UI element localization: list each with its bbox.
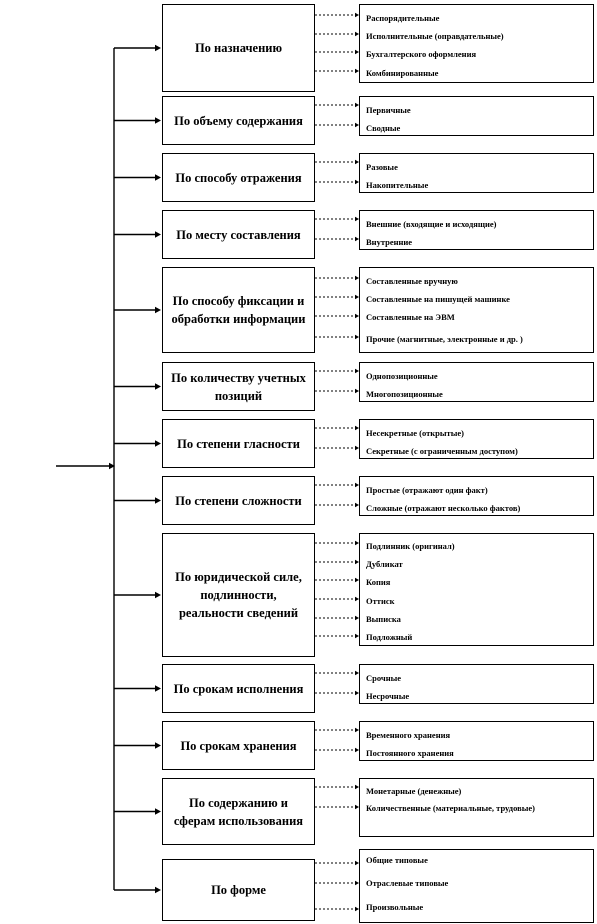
items-box [359, 476, 594, 516]
item-label: Составленные на пишущей машинке [366, 294, 510, 304]
item-label: Составленные на ЭВМ [366, 312, 455, 322]
item-label: Секретные (с ограниченным доступом) [366, 446, 518, 456]
category-label: По степени сложности [175, 493, 302, 508]
branch-arrow-head [155, 231, 161, 238]
branch-arrow-head [155, 307, 161, 314]
branch-arrow-head [155, 117, 161, 124]
category-box [162, 778, 315, 845]
category-box [162, 664, 315, 713]
items-box [359, 778, 594, 837]
item-label: Количественные (материальные, трудовые) [366, 803, 535, 813]
items-box [359, 362, 594, 402]
item-label: Бухгалтерского оформления [366, 49, 477, 59]
branch-arrow-head [155, 685, 161, 692]
item-label: Несекретные (открытые) [366, 428, 464, 438]
item-label: Произвольные [366, 902, 424, 912]
branch-arrow-head [155, 887, 161, 894]
category-label: По юридической силе, подлинности, реальности сведений [175, 570, 302, 620]
category-label: По способу отражения [175, 170, 302, 185]
category-box [162, 533, 315, 657]
item-label: Монетарные (денежные) [366, 786, 462, 796]
items-box [359, 849, 594, 923]
category-label: По назначению [194, 41, 283, 55]
category-label: По содержанию и сферам использования [173, 795, 304, 828]
branch-arrow-head [155, 383, 161, 390]
items-box [359, 533, 594, 646]
category-label: По способу фиксации и обработки информации [171, 294, 306, 326]
category-box [162, 859, 315, 921]
category-box [162, 96, 315, 145]
category-label: По объему содержания [174, 113, 303, 128]
branch-arrow-head [155, 497, 161, 504]
items-box [359, 4, 594, 83]
items-box [359, 96, 594, 136]
category-box [162, 721, 315, 770]
category-label: По количеству учетных позиций [171, 370, 306, 403]
category-box [162, 419, 315, 468]
item-label: Срочные [366, 673, 401, 683]
items-box [359, 267, 594, 353]
item-label: Простые (отражают один факт) [366, 485, 488, 495]
items-box [359, 419, 594, 459]
item-label: Несрочные [366, 691, 410, 701]
category-box [162, 4, 315, 92]
item-label: Отраслевые типовые [366, 878, 449, 888]
item-label: Копия [366, 577, 391, 587]
category-box [162, 476, 315, 525]
item-label: Выписка [366, 614, 401, 624]
branch-arrow-head [155, 808, 161, 815]
item-label: Внутренние [366, 237, 413, 247]
item-label: Внешние (входящие и исходящие) [366, 219, 497, 229]
item-label: Сводные [366, 123, 401, 133]
item-label: Распорядительные [366, 13, 440, 23]
items-box [359, 664, 594, 704]
branch-arrow-head [155, 440, 161, 447]
category-label: По срокам хранения [180, 738, 297, 753]
item-label: Подложный [366, 632, 413, 642]
item-label: Оттиск [366, 596, 395, 606]
item-label: Исполнительные (оправдательные) [366, 31, 504, 41]
items-box [359, 153, 594, 193]
item-label: Составленные вручную [366, 276, 458, 286]
item-label: Прочие (магнитные, электронные и др. ) [366, 334, 523, 344]
category-label: По степени гласности [177, 436, 300, 451]
category-label: По срокам исполнения [173, 681, 304, 696]
category-box [162, 153, 315, 202]
item-label: Накопительные [366, 180, 429, 190]
items-box [359, 210, 594, 250]
category-label: По форме [211, 883, 266, 897]
item-label: Дубликат [366, 559, 403, 569]
item-label: Сложные (отражают несколько фактов) [366, 503, 521, 513]
category-box [162, 210, 315, 259]
branch-arrow-head [155, 592, 161, 599]
category-label: По месту составления [176, 227, 301, 242]
item-label: Первичные [366, 105, 411, 115]
item-label: Общие типовые [366, 855, 428, 865]
branch-arrow-head [155, 45, 161, 52]
item-label: Постоянного хранения [366, 748, 454, 758]
branch-arrow-head [155, 742, 161, 749]
item-label: Многопозиционные [366, 389, 443, 399]
category-box [162, 267, 315, 353]
branch-arrow-head [155, 174, 161, 181]
item-label: Подлинник (оригинал) [366, 541, 455, 551]
item-label: Комбинированные [366, 68, 439, 78]
item-label: Временного хранения [366, 730, 451, 740]
item-label: Однопозиционные [366, 371, 438, 381]
item-label: Разовые [366, 162, 398, 172]
items-box [359, 721, 594, 761]
category-box [162, 362, 315, 411]
